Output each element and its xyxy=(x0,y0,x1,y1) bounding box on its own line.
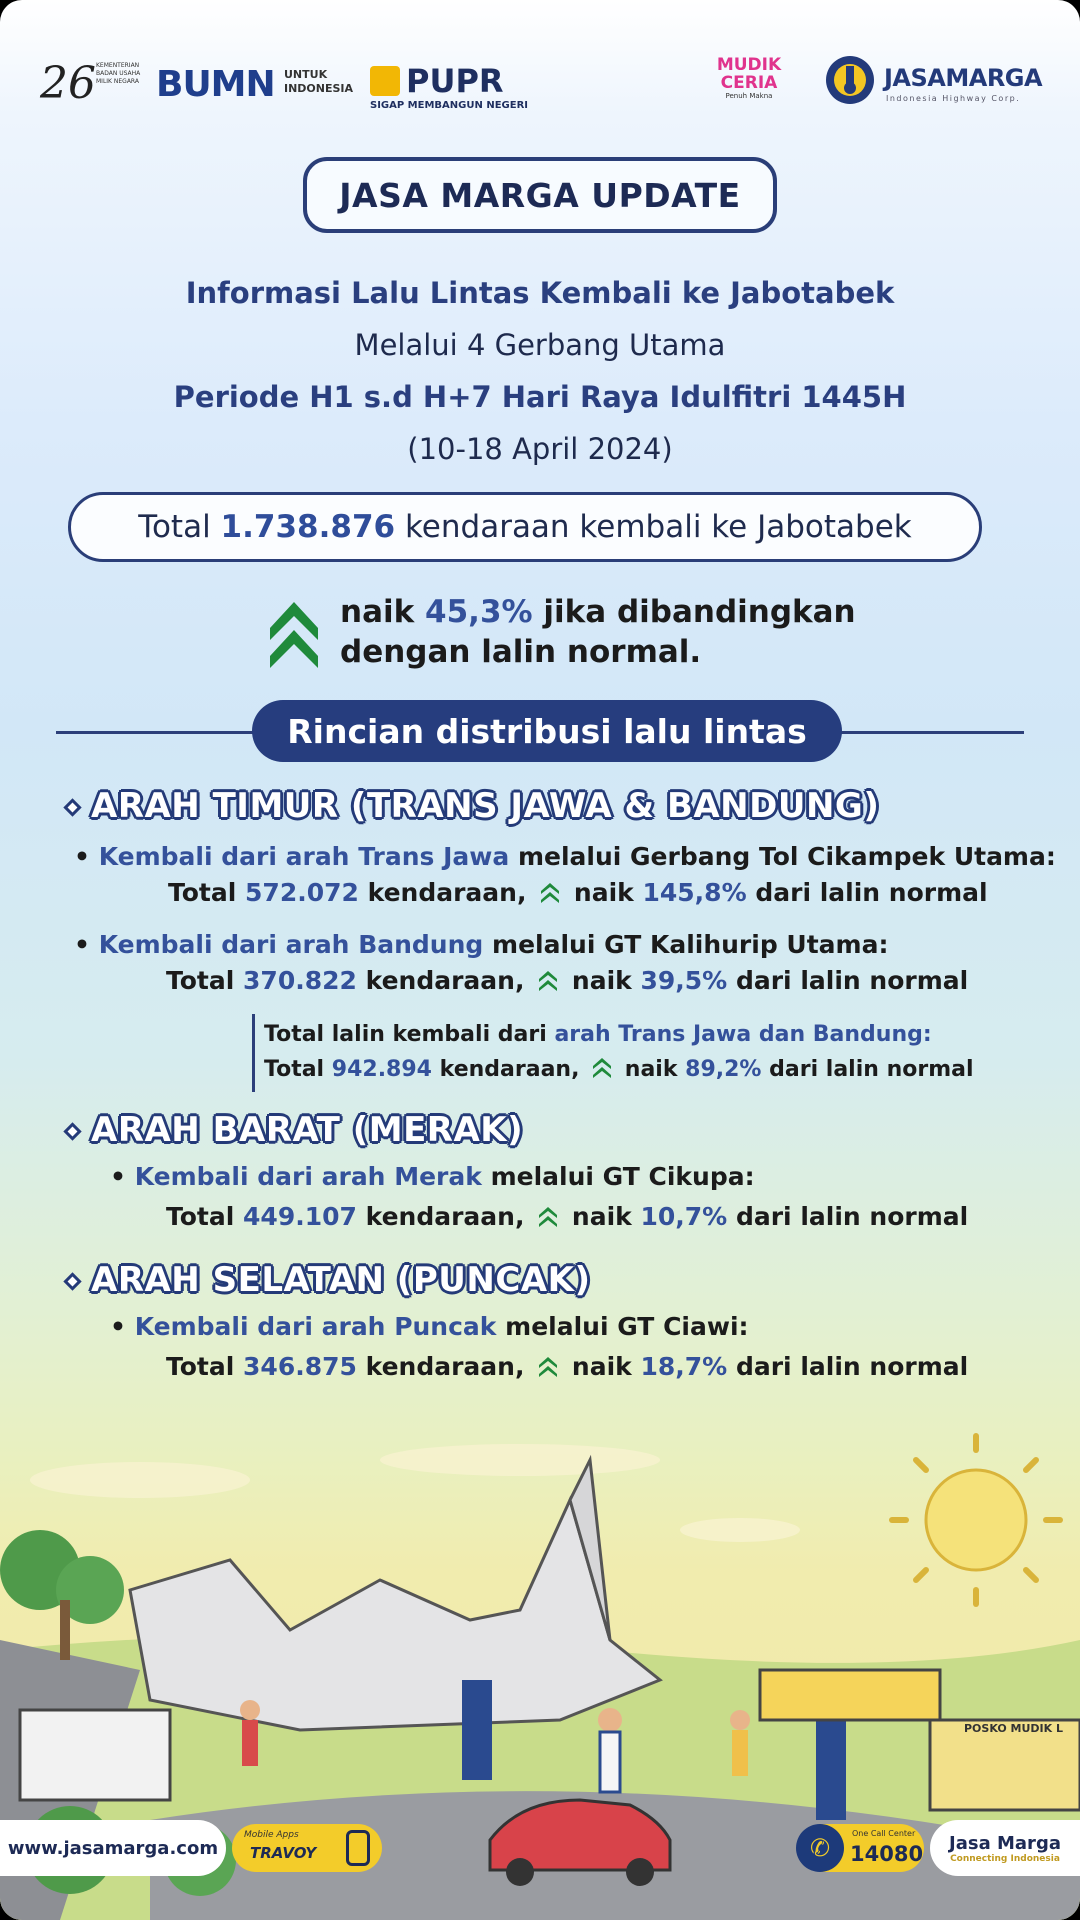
unit-label: kendaraan, xyxy=(439,1057,580,1082)
timur-item2-line1 xyxy=(74,930,888,959)
section-timur-title xyxy=(66,786,879,826)
bullet: • xyxy=(110,1162,126,1191)
bullet: • xyxy=(110,1312,126,1341)
subtotal-label: Total lalin kembali dari xyxy=(264,1022,547,1047)
header-line-3: Periode H1 s.d H+7 Hari Raya Idulfitri 1445H xyxy=(173,380,907,414)
increase-prefix: naik xyxy=(340,594,415,630)
barat-item-from: Kembali dari arah Merak xyxy=(134,1162,482,1191)
call-label: One Call Center xyxy=(852,1829,916,1838)
divider-right xyxy=(838,731,1024,734)
unit-label: kendaraan, xyxy=(365,1202,525,1231)
total-label: Total xyxy=(168,878,237,907)
barat-item-line2 xyxy=(166,1202,968,1231)
timur-item1-pct: 145,8% xyxy=(642,878,747,907)
posko-sign: POSKO MUDIK L xyxy=(964,1722,1064,1735)
sun-icon xyxy=(892,1436,1060,1604)
selatan-item-via: melalui GT Ciawi: xyxy=(505,1312,749,1341)
section-barat-title xyxy=(66,1110,523,1150)
timur-item2-pct: 39,5% xyxy=(640,966,728,995)
section-barat-label: ARAH BARAT (MERAK) xyxy=(91,1110,524,1150)
total-suffix: kendaraan kembali ke Jabotabek xyxy=(404,509,912,545)
selatan-item-pct: 18,7% xyxy=(640,1352,728,1381)
selatan-item-line2 xyxy=(166,1352,968,1381)
increase-line-2: dengan lalin normal. xyxy=(340,634,702,670)
timur-item2-via: melalui GT Kalihurip Utama: xyxy=(492,930,889,959)
selatan-item-total: 346.875 xyxy=(243,1352,357,1381)
selatan-item-from: Kembali dari arah Puncak xyxy=(134,1312,497,1341)
pupr-wordmark: PUPR xyxy=(406,62,504,100)
subtotal-total: 942.894 xyxy=(331,1057,432,1082)
barat-item-total: 449.107 xyxy=(243,1202,357,1231)
jasamarga-emblem-icon xyxy=(824,54,876,106)
tail-label: dari lalin normal xyxy=(735,1202,969,1231)
section-selatan-title xyxy=(66,1260,590,1300)
timur-item1-line1 xyxy=(74,842,1056,871)
timur-item1-total: 572.072 xyxy=(245,878,359,907)
bumn-wordmark: BUMN xyxy=(156,64,275,105)
timur-item1-from: Kembali dari arah Trans Jawa xyxy=(98,842,510,871)
app-name: TRAVOY xyxy=(250,1844,317,1862)
phone-icon xyxy=(346,1830,370,1866)
bullet: • xyxy=(74,842,90,871)
jasamarga-tagline: Indonesia Highway Corp. xyxy=(886,94,1021,103)
section-timur-label: ARAH TIMUR (TRANS JAWA & BANDUNG) xyxy=(91,786,880,826)
tail-label: dari lalin normal xyxy=(755,878,988,907)
header-line-1: Informasi Lalu Lintas Kembali ke Jabotabek xyxy=(185,276,895,310)
pupr-tagline: SIGAP MEMBANGUN NEGERI xyxy=(370,100,528,111)
jasamarga-wordmark: JASAMARGA xyxy=(884,64,1043,92)
brand-name: Jasa Marga xyxy=(949,1832,1061,1854)
jasamarga-logo xyxy=(824,54,1044,110)
total-label: Total xyxy=(166,966,235,995)
increase-line-1 xyxy=(340,592,856,632)
header-line-2: Melalui 4 Gerbang Utama xyxy=(354,328,726,362)
divider-left xyxy=(56,731,256,734)
unit-label: kendaraan, xyxy=(367,878,527,907)
subtotal-pct: 89,2% xyxy=(685,1057,762,1082)
total-label: Total xyxy=(166,1352,235,1381)
anniversary-number: 26 xyxy=(40,58,96,109)
timur-item1-line2 xyxy=(168,878,988,907)
ceria-word: CERIA xyxy=(720,73,778,93)
diamond-bullet-icon xyxy=(63,1272,81,1290)
double-chevron-up-icon xyxy=(591,1056,613,1078)
increase-suffix: jika dibandingkan xyxy=(543,594,856,630)
total-label: Total xyxy=(166,1202,235,1231)
brand-badge xyxy=(930,1820,1080,1876)
timur-item1-via: melalui Gerbang Tol Cikampek Utama: xyxy=(517,842,1056,871)
timur-item2-total: 370.822 xyxy=(243,966,357,995)
header-line-4: (10-18 April 2024) xyxy=(407,432,673,466)
increase-value: 45,3% xyxy=(425,594,533,630)
section-selatan-label: ARAH SELATAN (PUNCAK) xyxy=(91,1260,591,1300)
app-label: Mobile Apps xyxy=(244,1830,299,1840)
website-link[interactable]: www.jasamarga.com xyxy=(0,1820,226,1876)
unit-label: kendaraan, xyxy=(365,966,525,995)
tail-label: dari lalin normal xyxy=(769,1057,974,1082)
pupr-logo xyxy=(370,62,540,112)
subtotal-line2 xyxy=(264,1056,974,1082)
mudik-ceria-logo xyxy=(716,56,782,108)
total-prefix: Total xyxy=(138,509,211,545)
pupr-emblem-icon xyxy=(370,66,400,96)
bumn-logo xyxy=(156,64,366,104)
total-value: 1.738.876 xyxy=(220,509,396,545)
diamond-bullet-icon xyxy=(63,1122,81,1140)
bumn-tagline-1: UNTUK xyxy=(284,68,328,81)
travoy-app-badge[interactable] xyxy=(232,1824,382,1872)
tail-label: dari lalin normal xyxy=(735,1352,969,1381)
increase-text xyxy=(340,592,856,672)
double-chevron-up-icon xyxy=(266,594,322,668)
subtotal-rule xyxy=(252,1014,255,1092)
mudik-tagline: Penuh Makna xyxy=(725,92,773,100)
naik-label: naik xyxy=(624,1057,678,1082)
selatan-item-line1 xyxy=(110,1312,749,1341)
naik-label: naik xyxy=(571,1202,632,1231)
unit-label: kendaraan, xyxy=(365,1352,525,1381)
call-icon: ✆ xyxy=(796,1824,844,1872)
brand-tagline: Connecting Indonesia xyxy=(950,1853,1060,1864)
tail-label: dari lalin normal xyxy=(735,966,969,995)
double-chevron-up-icon xyxy=(539,881,561,903)
barat-item-line1 xyxy=(110,1162,755,1191)
anniversary-logo xyxy=(40,58,150,118)
bumn-tagline-2: INDONESIA xyxy=(284,82,354,95)
footer-bar xyxy=(0,1818,1080,1878)
total-box xyxy=(68,492,982,562)
naik-label: naik xyxy=(571,966,632,995)
rincian-heading: Rincian distribusi lalu lintas xyxy=(252,700,842,762)
timur-item2-line2 xyxy=(166,966,968,995)
anniversary-caption: KEMENTERIAN BADAN USAHA MILIK NEGARA xyxy=(96,62,141,85)
barat-item-pct: 10,7% xyxy=(640,1202,728,1231)
update-badge: JASA MARGA UPDATE xyxy=(303,157,777,233)
timur-item2-from: Kembali dari arah Bandung xyxy=(98,930,484,959)
mudik-word: MUDIK xyxy=(716,55,782,75)
double-chevron-up-icon xyxy=(537,969,559,991)
double-chevron-up-icon xyxy=(537,1205,559,1227)
naik-label: naik xyxy=(571,1352,632,1381)
diamond-bullet-icon xyxy=(63,798,81,816)
call-number: 14080 xyxy=(850,1842,924,1866)
bullet: • xyxy=(74,930,90,959)
barat-item-via: melalui GT Cikupa: xyxy=(490,1162,755,1191)
call-center-badge[interactable] xyxy=(800,1824,924,1872)
total-label: Total xyxy=(264,1057,325,1082)
double-chevron-up-icon xyxy=(537,1355,559,1377)
subtotal-from: arah Trans Jawa dan Bandung: xyxy=(554,1022,932,1047)
subtotal-line1 xyxy=(264,1022,932,1047)
naik-label: naik xyxy=(573,878,634,907)
